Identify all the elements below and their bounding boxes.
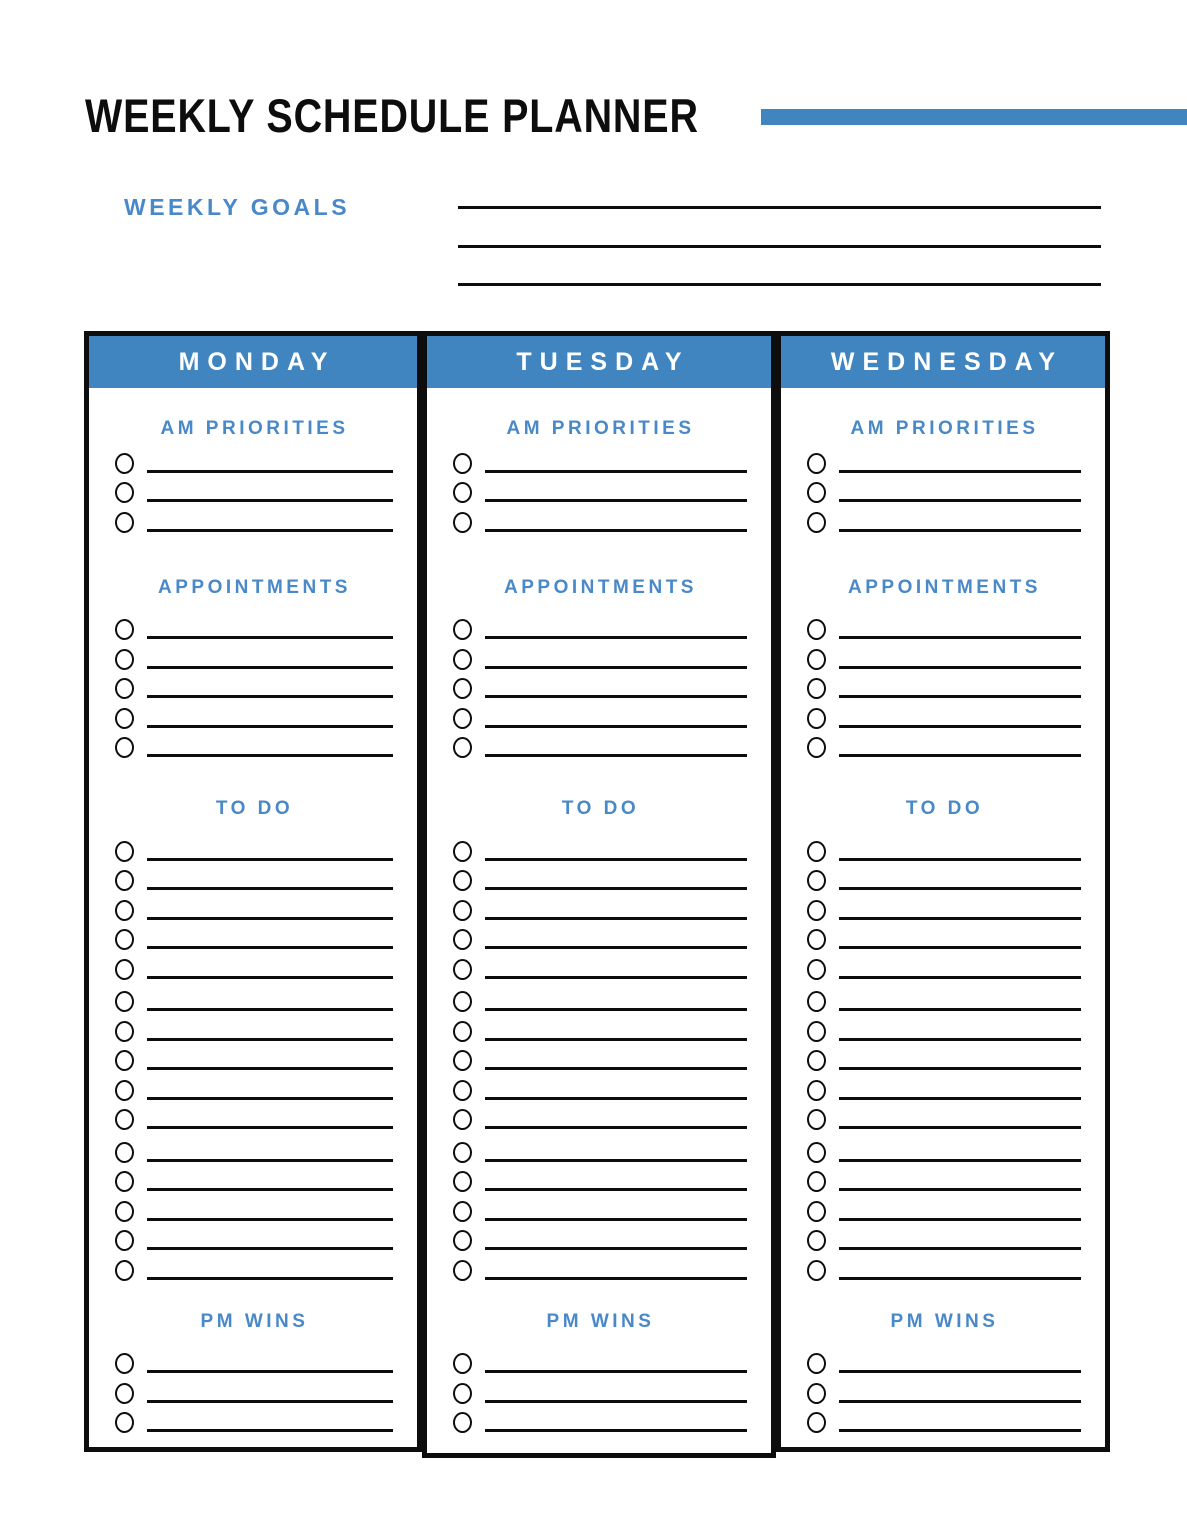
write-in-line bbox=[147, 499, 393, 502]
bullet-circle-icon bbox=[115, 1109, 134, 1130]
write-in-line bbox=[839, 1218, 1081, 1221]
task-row bbox=[427, 832, 771, 862]
section-rows bbox=[427, 444, 771, 533]
bullet-circle-icon bbox=[115, 708, 134, 729]
write-in-line bbox=[147, 666, 393, 669]
task-row bbox=[781, 640, 1105, 670]
section-rows bbox=[781, 1345, 1105, 1434]
write-in-line bbox=[147, 754, 393, 757]
row-group bbox=[427, 444, 771, 533]
write-in-line bbox=[147, 1038, 393, 1041]
task-row bbox=[427, 640, 771, 670]
write-in-line bbox=[839, 754, 1081, 757]
write-in-line bbox=[485, 1400, 747, 1403]
bullet-circle-icon bbox=[807, 1021, 826, 1042]
bullet-circle-icon bbox=[453, 900, 472, 921]
write-in-line bbox=[839, 887, 1081, 890]
write-in-line bbox=[485, 1159, 747, 1162]
bullet-circle-icon bbox=[453, 841, 472, 862]
section-label: AM PRIORITIES bbox=[160, 418, 349, 439]
write-in-line bbox=[147, 1429, 393, 1432]
bullet-circle-icon bbox=[807, 870, 826, 891]
task-row bbox=[427, 1042, 771, 1072]
bullet-circle-icon bbox=[807, 737, 826, 758]
write-in-line bbox=[147, 1247, 393, 1250]
bullet-circle-icon bbox=[807, 1383, 826, 1404]
task-row bbox=[781, 611, 1105, 641]
write-in-line bbox=[839, 1370, 1081, 1373]
write-in-line bbox=[485, 1067, 747, 1070]
bullet-circle-icon bbox=[115, 453, 134, 474]
bullet-circle-icon bbox=[807, 649, 826, 670]
section-rows bbox=[89, 444, 417, 533]
bullet-circle-icon bbox=[453, 1171, 472, 1192]
write-in-line bbox=[147, 1159, 393, 1162]
task-row bbox=[781, 1251, 1105, 1281]
write-in-line bbox=[485, 725, 747, 728]
task-row bbox=[89, 950, 417, 980]
task-row bbox=[427, 729, 771, 759]
bullet-circle-icon bbox=[115, 870, 134, 891]
bullet-circle-icon bbox=[115, 929, 134, 950]
bullet-circle-icon bbox=[115, 991, 134, 1012]
task-row bbox=[89, 444, 417, 474]
write-in-line bbox=[147, 887, 393, 890]
bullet-circle-icon bbox=[115, 1260, 134, 1281]
write-in-line bbox=[839, 1126, 1081, 1129]
write-in-line bbox=[485, 1277, 747, 1280]
write-in-line bbox=[839, 529, 1081, 532]
write-in-line bbox=[485, 499, 747, 502]
write-in-line bbox=[839, 1400, 1081, 1403]
task-row bbox=[781, 444, 1105, 474]
task-row bbox=[89, 503, 417, 533]
task-row bbox=[89, 1345, 417, 1375]
task-row bbox=[781, 474, 1105, 504]
day-header bbox=[427, 336, 771, 388]
bullet-circle-icon bbox=[807, 900, 826, 921]
task-row bbox=[781, 832, 1105, 862]
bullet-circle-icon bbox=[453, 1021, 472, 1042]
task-row bbox=[781, 1101, 1105, 1131]
section-label: APPOINTMENTS bbox=[848, 576, 1041, 598]
bullet-circle-icon bbox=[453, 708, 472, 729]
bullet-circle-icon bbox=[807, 1230, 826, 1251]
section-rows bbox=[781, 832, 1105, 1281]
task-row bbox=[89, 699, 417, 729]
day-body bbox=[781, 418, 1105, 1433]
write-in-line bbox=[147, 1400, 393, 1403]
task-row bbox=[89, 1133, 417, 1163]
day-header-label: TUESDAY bbox=[516, 347, 690, 376]
write-in-line bbox=[839, 1008, 1081, 1011]
bullet-circle-icon bbox=[453, 1109, 472, 1130]
row-group bbox=[89, 1345, 417, 1434]
bullet-circle-icon bbox=[115, 649, 134, 670]
task-row bbox=[89, 474, 417, 504]
task-row bbox=[427, 950, 771, 980]
row-group bbox=[427, 832, 771, 980]
write-in-line bbox=[147, 529, 393, 532]
bullet-circle-icon bbox=[115, 482, 134, 503]
write-in-line bbox=[839, 917, 1081, 920]
section-rows bbox=[89, 611, 417, 759]
write-in-line bbox=[839, 1277, 1081, 1280]
section-label: APPOINTMENTS bbox=[158, 576, 351, 598]
task-row bbox=[427, 1163, 771, 1193]
task-row bbox=[427, 1345, 771, 1375]
task-row bbox=[427, 1251, 771, 1281]
task-row bbox=[781, 1163, 1105, 1193]
bullet-circle-icon bbox=[807, 1353, 826, 1374]
write-in-line bbox=[839, 1188, 1081, 1191]
bullet-circle-icon bbox=[453, 1142, 472, 1163]
task-row bbox=[427, 444, 771, 474]
task-row bbox=[781, 921, 1105, 951]
bullet-circle-icon bbox=[807, 959, 826, 980]
section-label: PM WINS bbox=[200, 1310, 309, 1332]
bullet-circle-icon bbox=[453, 1383, 472, 1404]
write-in-line bbox=[839, 1097, 1081, 1100]
bullet-circle-icon bbox=[115, 512, 134, 533]
task-row bbox=[781, 891, 1105, 921]
write-in-line bbox=[485, 754, 747, 757]
write-in-line bbox=[485, 887, 747, 890]
write-in-line bbox=[485, 529, 747, 532]
task-row bbox=[427, 862, 771, 892]
write-in-line bbox=[485, 1247, 747, 1250]
section-label: APPOINTMENTS bbox=[504, 576, 697, 598]
task-row bbox=[427, 503, 771, 533]
write-in-line bbox=[147, 1370, 393, 1373]
task-row bbox=[427, 921, 771, 951]
task-row bbox=[427, 1192, 771, 1222]
task-row bbox=[781, 862, 1105, 892]
bullet-circle-icon bbox=[807, 841, 826, 862]
bullet-circle-icon bbox=[115, 1412, 134, 1433]
task-row bbox=[89, 862, 417, 892]
section-label: TO DO bbox=[215, 798, 294, 819]
task-row bbox=[427, 699, 771, 729]
day-header-label: WEDNESDAY bbox=[830, 347, 1064, 376]
task-row bbox=[89, 1222, 417, 1252]
bullet-circle-icon bbox=[807, 512, 826, 533]
write-in-line bbox=[147, 1126, 393, 1129]
task-row bbox=[427, 891, 771, 921]
bullet-circle-icon bbox=[453, 1050, 472, 1071]
bullet-circle-icon bbox=[807, 1260, 826, 1281]
write-in-line bbox=[839, 470, 1081, 473]
write-in-line bbox=[839, 636, 1081, 639]
row-group bbox=[427, 1133, 771, 1281]
page-title: WEEKLY SCHEDULE PLANNER bbox=[85, 89, 699, 142]
bullet-circle-icon bbox=[115, 737, 134, 758]
task-row bbox=[781, 1345, 1105, 1375]
bullet-circle-icon bbox=[807, 482, 826, 503]
write-in-line bbox=[839, 1429, 1081, 1432]
bullet-circle-icon bbox=[115, 678, 134, 699]
row-group bbox=[781, 983, 1105, 1131]
task-row bbox=[781, 670, 1105, 700]
write-in-line bbox=[147, 636, 393, 639]
write-in-line bbox=[147, 1188, 393, 1191]
write-in-line bbox=[839, 946, 1081, 949]
bullet-circle-icon bbox=[115, 959, 134, 980]
write-in-line bbox=[147, 858, 393, 861]
task-row bbox=[781, 950, 1105, 980]
row-group bbox=[427, 1345, 771, 1434]
task-row bbox=[89, 891, 417, 921]
write-in-line bbox=[485, 1188, 747, 1191]
bullet-circle-icon bbox=[807, 708, 826, 729]
section-label: PM WINS bbox=[546, 1310, 655, 1332]
row-group bbox=[89, 611, 417, 759]
task-row bbox=[781, 983, 1105, 1013]
write-in-line bbox=[147, 1008, 393, 1011]
bullet-circle-icon bbox=[807, 929, 826, 950]
bullet-circle-icon bbox=[115, 1171, 134, 1192]
bullet-circle-icon bbox=[115, 1230, 134, 1251]
write-in-line bbox=[485, 695, 747, 698]
bullet-circle-icon bbox=[115, 1142, 134, 1163]
write-in-line bbox=[147, 976, 393, 979]
row-group bbox=[89, 832, 417, 980]
write-in-line bbox=[485, 470, 747, 473]
bullet-circle-icon bbox=[453, 619, 472, 640]
day-header bbox=[89, 336, 417, 388]
bullet-circle-icon bbox=[453, 929, 472, 950]
bullet-circle-icon bbox=[807, 1201, 826, 1222]
bullet-circle-icon bbox=[115, 619, 134, 640]
day-header bbox=[781, 336, 1105, 388]
bullet-circle-icon bbox=[115, 1050, 134, 1071]
day-body bbox=[427, 418, 771, 1433]
bullet-circle-icon bbox=[453, 678, 472, 699]
bullet-circle-icon bbox=[807, 1080, 826, 1101]
row-group bbox=[427, 611, 771, 759]
write-in-line bbox=[147, 1097, 393, 1100]
task-row bbox=[89, 1404, 417, 1434]
row-group bbox=[781, 444, 1105, 533]
write-in-line bbox=[485, 1126, 747, 1129]
task-row bbox=[427, 1404, 771, 1434]
day-column bbox=[776, 331, 1110, 1452]
row-group bbox=[781, 1133, 1105, 1281]
title-accent-bar bbox=[761, 109, 1187, 125]
task-row bbox=[781, 1192, 1105, 1222]
goal-write-in-line bbox=[458, 245, 1101, 248]
write-in-line bbox=[147, 946, 393, 949]
task-row bbox=[427, 1071, 771, 1101]
task-row bbox=[427, 1374, 771, 1404]
task-row bbox=[89, 611, 417, 641]
bullet-circle-icon bbox=[115, 900, 134, 921]
write-in-line bbox=[147, 1067, 393, 1070]
task-row bbox=[781, 729, 1105, 759]
write-in-line bbox=[485, 1370, 747, 1373]
task-row bbox=[781, 1222, 1105, 1252]
bullet-circle-icon bbox=[453, 1260, 472, 1281]
write-in-line bbox=[485, 917, 747, 920]
task-row bbox=[89, 729, 417, 759]
bullet-circle-icon bbox=[115, 1021, 134, 1042]
section-label: TO DO bbox=[561, 798, 640, 819]
section-label: AM PRIORITIES bbox=[850, 418, 1039, 439]
section-rows bbox=[781, 611, 1105, 759]
task-row bbox=[89, 640, 417, 670]
write-in-line bbox=[485, 1218, 747, 1221]
section-rows bbox=[89, 1345, 417, 1434]
row-group bbox=[89, 1133, 417, 1281]
task-row bbox=[781, 1042, 1105, 1072]
day-body bbox=[89, 418, 417, 1433]
task-row bbox=[781, 503, 1105, 533]
task-row bbox=[427, 611, 771, 641]
bullet-circle-icon bbox=[453, 991, 472, 1012]
section-rows bbox=[427, 1345, 771, 1434]
planner-table bbox=[84, 331, 1110, 1458]
bullet-circle-icon bbox=[453, 959, 472, 980]
row-group bbox=[89, 983, 417, 1131]
row-group bbox=[89, 444, 417, 533]
bullet-circle-icon bbox=[453, 1412, 472, 1433]
write-in-line bbox=[147, 1277, 393, 1280]
bullet-circle-icon bbox=[115, 841, 134, 862]
bullet-circle-icon bbox=[115, 1353, 134, 1374]
task-row bbox=[781, 1404, 1105, 1434]
write-in-line bbox=[485, 666, 747, 669]
task-row bbox=[89, 1374, 417, 1404]
bullet-circle-icon bbox=[453, 453, 472, 474]
write-in-line bbox=[485, 1038, 747, 1041]
bullet-circle-icon bbox=[453, 482, 472, 503]
bullet-circle-icon bbox=[453, 1201, 472, 1222]
write-in-line bbox=[147, 725, 393, 728]
write-in-line bbox=[485, 976, 747, 979]
task-row bbox=[781, 1374, 1105, 1404]
task-row bbox=[89, 983, 417, 1013]
weekly-goals-label: WEEKLY GOALS bbox=[124, 194, 351, 220]
task-row bbox=[781, 699, 1105, 729]
write-in-line bbox=[839, 1067, 1081, 1070]
write-in-line bbox=[839, 1038, 1081, 1041]
section-rows bbox=[427, 832, 771, 1281]
bullet-circle-icon bbox=[807, 678, 826, 699]
task-row bbox=[89, 1042, 417, 1072]
task-row bbox=[89, 1163, 417, 1193]
task-row bbox=[427, 1222, 771, 1252]
day-header-label: MONDAY bbox=[178, 347, 336, 376]
bullet-circle-icon bbox=[115, 1201, 134, 1222]
task-row bbox=[427, 983, 771, 1013]
row-group bbox=[427, 983, 771, 1131]
bullet-circle-icon bbox=[453, 1080, 472, 1101]
task-row bbox=[427, 670, 771, 700]
bullet-circle-icon bbox=[115, 1383, 134, 1404]
task-row bbox=[781, 1012, 1105, 1042]
write-in-line bbox=[839, 858, 1081, 861]
bullet-circle-icon bbox=[807, 1171, 826, 1192]
goals-lines bbox=[458, 206, 1101, 322]
write-in-line bbox=[839, 499, 1081, 502]
task-row bbox=[89, 670, 417, 700]
write-in-line bbox=[147, 695, 393, 698]
row-group bbox=[781, 1345, 1105, 1434]
bullet-circle-icon bbox=[115, 1080, 134, 1101]
write-in-line bbox=[839, 1247, 1081, 1250]
row-group bbox=[781, 832, 1105, 980]
bullet-circle-icon bbox=[807, 453, 826, 474]
write-in-line bbox=[839, 666, 1081, 669]
task-row bbox=[781, 1133, 1105, 1163]
row-group bbox=[781, 611, 1105, 759]
write-in-line bbox=[485, 858, 747, 861]
bullet-circle-icon bbox=[453, 870, 472, 891]
bullet-circle-icon bbox=[453, 512, 472, 533]
bullet-circle-icon bbox=[807, 1109, 826, 1130]
section-rows bbox=[781, 444, 1105, 533]
task-row bbox=[89, 832, 417, 862]
write-in-line bbox=[839, 725, 1081, 728]
section-rows bbox=[89, 832, 417, 1281]
write-in-line bbox=[485, 1097, 747, 1100]
bullet-circle-icon bbox=[453, 1230, 472, 1251]
task-row bbox=[89, 1012, 417, 1042]
bullet-circle-icon bbox=[453, 1353, 472, 1374]
bullet-circle-icon bbox=[807, 619, 826, 640]
write-in-line bbox=[485, 636, 747, 639]
write-in-line bbox=[485, 1429, 747, 1432]
bullet-circle-icon bbox=[453, 737, 472, 758]
write-in-line bbox=[147, 470, 393, 473]
write-in-line bbox=[147, 1218, 393, 1221]
section-rows bbox=[427, 611, 771, 759]
task-row bbox=[781, 1071, 1105, 1101]
task-row bbox=[89, 1251, 417, 1281]
goal-write-in-line bbox=[458, 206, 1101, 209]
section-label: AM PRIORITIES bbox=[506, 418, 695, 439]
task-row bbox=[427, 1133, 771, 1163]
write-in-line bbox=[839, 976, 1081, 979]
task-row bbox=[427, 1101, 771, 1131]
write-in-line bbox=[839, 695, 1081, 698]
task-row bbox=[89, 921, 417, 951]
day-column bbox=[422, 331, 776, 1458]
task-row bbox=[427, 474, 771, 504]
section-label: PM WINS bbox=[890, 1310, 999, 1332]
goal-write-in-line bbox=[458, 283, 1101, 286]
write-in-line bbox=[485, 1008, 747, 1011]
section-label: TO DO bbox=[905, 798, 984, 819]
write-in-line bbox=[485, 946, 747, 949]
write-in-line bbox=[147, 917, 393, 920]
bullet-circle-icon bbox=[453, 649, 472, 670]
task-row bbox=[89, 1192, 417, 1222]
task-row bbox=[427, 1012, 771, 1042]
bullet-circle-icon bbox=[807, 991, 826, 1012]
write-in-line bbox=[839, 1159, 1081, 1162]
day-column bbox=[84, 331, 422, 1452]
bullet-circle-icon bbox=[807, 1412, 826, 1433]
bullet-circle-icon bbox=[807, 1142, 826, 1163]
bullet-circle-icon bbox=[807, 1050, 826, 1071]
task-row bbox=[89, 1101, 417, 1131]
task-row bbox=[89, 1071, 417, 1101]
